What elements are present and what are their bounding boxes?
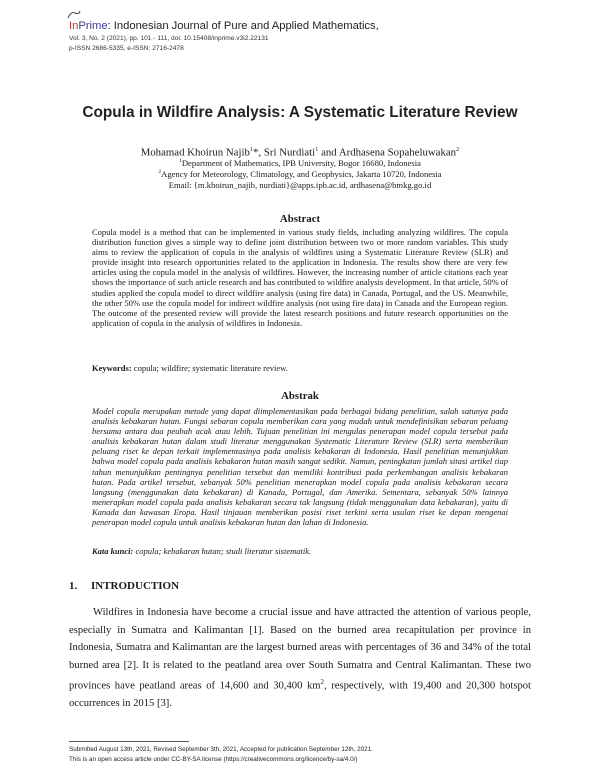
keywords-text: copula; wildfire; systematic literature review. bbox=[131, 363, 288, 373]
author-2-sup: 1 bbox=[315, 146, 319, 153]
logo-text-rime: rime bbox=[85, 20, 108, 32]
abstrak-keywords bbox=[92, 546, 508, 556]
submission-note: Submitted August 13th, 2021, Revised September 3th, 2021, Accepted for publication September 12th, 2021. bbox=[69, 746, 373, 753]
author-3-sup: 2 bbox=[456, 146, 460, 153]
affiliation-2 bbox=[0, 169, 600, 179]
intro-sup: 2 bbox=[320, 678, 325, 686]
author-1-sup: 1 bbox=[249, 146, 254, 153]
affiliation-1-sup: 1 bbox=[179, 158, 182, 165]
affiliation-2-sup: 2 bbox=[158, 169, 162, 176]
journal-logo bbox=[69, 20, 108, 32]
footnote-divider bbox=[69, 741, 189, 742]
affiliation-1 bbox=[0, 158, 600, 168]
kata-kunci-text: copula; kebakaran hutan; studi literatur sistematik. bbox=[133, 546, 312, 556]
journal-name: : Indonesian Journal of Pure and Applied Mathematics, bbox=[107, 20, 379, 32]
affiliation-1-text: Department of Mathematics, IPB University, Bogor 16680, Indonesia bbox=[181, 158, 421, 168]
logo-swirl-icon bbox=[67, 10, 81, 19]
logo-text-in: In bbox=[69, 20, 79, 32]
issn-line: p-ISSN 2686-5335, e-ISSN: 2716-2478 bbox=[69, 45, 184, 52]
authors-line bbox=[0, 146, 600, 159]
intro-text: Wildfires in Indonesia have become a crucial issue and have attracted the attention of various people, especially in Sumatra and Kalimantan [1]. Based on the burned area recapitulation per province in Indonesia, Sumatra and Kalimantan are the largest burned areas with percentages of 36 and 34% of the total burned area [2]. It is related to the peatland area over South Sumatra and Central Kalimantan. These two provinces have peatland areas of 14,600 and 30,400 km bbox=[69, 607, 531, 692]
keywords-label: Keywords: bbox=[92, 363, 132, 373]
abstract-heading: Abstract bbox=[279, 213, 321, 225]
abstract-keywords bbox=[92, 363, 508, 373]
paper-title: Copula in Wildfire Analysis: A Systematic Literature Review bbox=[82, 104, 518, 121]
section-number: 1. bbox=[69, 580, 78, 592]
author-3: and Ardhasena Sopaheluwakan bbox=[318, 146, 457, 159]
journal-header bbox=[69, 20, 379, 32]
author-1: Mohamad Khoirun Najib bbox=[140, 146, 250, 159]
intro-text-end: , respectively, with 19,400 and 20,300 hotspot occurrences in 2015 [3]. bbox=[69, 680, 531, 710]
section-title: INTRODUCTION bbox=[91, 580, 180, 592]
abstrak-text: Model copula merupakan metode yang dapat diimplementasikan pada berbagai bidang penelitian, salah satunya pada analisis kebakaran hutan. Fungsi sebaran copula memberikan cara yang mudah untuk mendefinisikan sebaran peluang bersama antara dua peubah acak atau lebih. Tujuan penelitian ini mengulas penerapan model copula tersebut pada analisis kebakaran hutan dalam studi literatur menggunakan Systematic Literature Review (SLR) serta memberikan peluang riset ke depan terkait implementasinya pada analisis kebakaran di Indonesia. Hasil penelitian menunjukkan bahwa model copula pada analisis kebakaran hutan masih sangat sedikit. Namun, peningkatan jumlah sitasi artikel tiap tahun menunjukkan pentingnya penelitian tersebut dan memiliki kontribusi pada perkembangan analisis kebakaran hutan. Pada artikel tersebut, sebanyak 50% penelitian menerapkan model copula pada analisis kebakaran secara langsung (menggunakan data kebakaran) di Kanada, Portugal, dan Amerika. Sementara, sebanyak 50% lainnya menerapkan model copula pada analisis kebakaran secara tak langsung (tidak menggunakan data kebakaran), yaitu di Kanada dan kawasan Eropa. Hasil tinjauan memberikan posisi riset terkini serta usulan riset ke depan mengenai penerapan model copula untuk analisis kebakaran hutan dan lahan di Indonesia. bbox=[92, 406, 508, 528]
introduction-paragraph bbox=[69, 604, 531, 713]
affiliation-2-text: Agency for Meteorology, Climatology, and Geophysics, Jakarta 10720, Indonesia bbox=[161, 169, 442, 179]
logo-text-p: P bbox=[78, 20, 86, 32]
abstrak-heading: Abstrak bbox=[281, 390, 319, 402]
license-note: This is an open access article under CC-BY-SA license (https://creativecommons.org/licence/by-sa/4.0/) bbox=[69, 756, 358, 763]
email-line: Email: {m.khoirun_najib, nurdiati}@apps.ipb.ac.id, ardhasena@bmkg.go.id bbox=[168, 180, 432, 190]
section-heading bbox=[69, 580, 179, 592]
volume-line: Vol. 3, No. 2 (2021), pp. 101 - 111, doi: 10.15408/inprime.v3i2.22131 bbox=[69, 35, 269, 42]
abstract-text: Copula model is a method that can be implemented in various study fields, including analyzing wildfires. The copula distribution function gives a simple way to define joint distribution between two or more random variables. This study aims to review the application of copula in the analysis of wildfires using a Systematic Literature Review (SLR) and provide insight into research opportunities related to the application in Indonesia. The results show there are very few articles using the copula model in the analysis of wildfires. However, the increasing number of article citations each year shows the importance of such article research and has contributed to wildfire analysis development. In that article, 50% of studies applied the copula model to direct wildfire analysis (using fire data) in Canada, Portugal, and the US. Meanwhile, the other 50% use the copula model for indirect wildfire analysis (not using fire data) in Canada and the European region. The outcome of the presented review will provide the latest research positions and future research opportunities on the application of copula in the analysis of wildfires in Indonesia. bbox=[92, 227, 508, 328]
author-2: *, Sri Nurdiati bbox=[253, 146, 316, 159]
kata-kunci-label: Kata kunci: bbox=[92, 546, 134, 556]
